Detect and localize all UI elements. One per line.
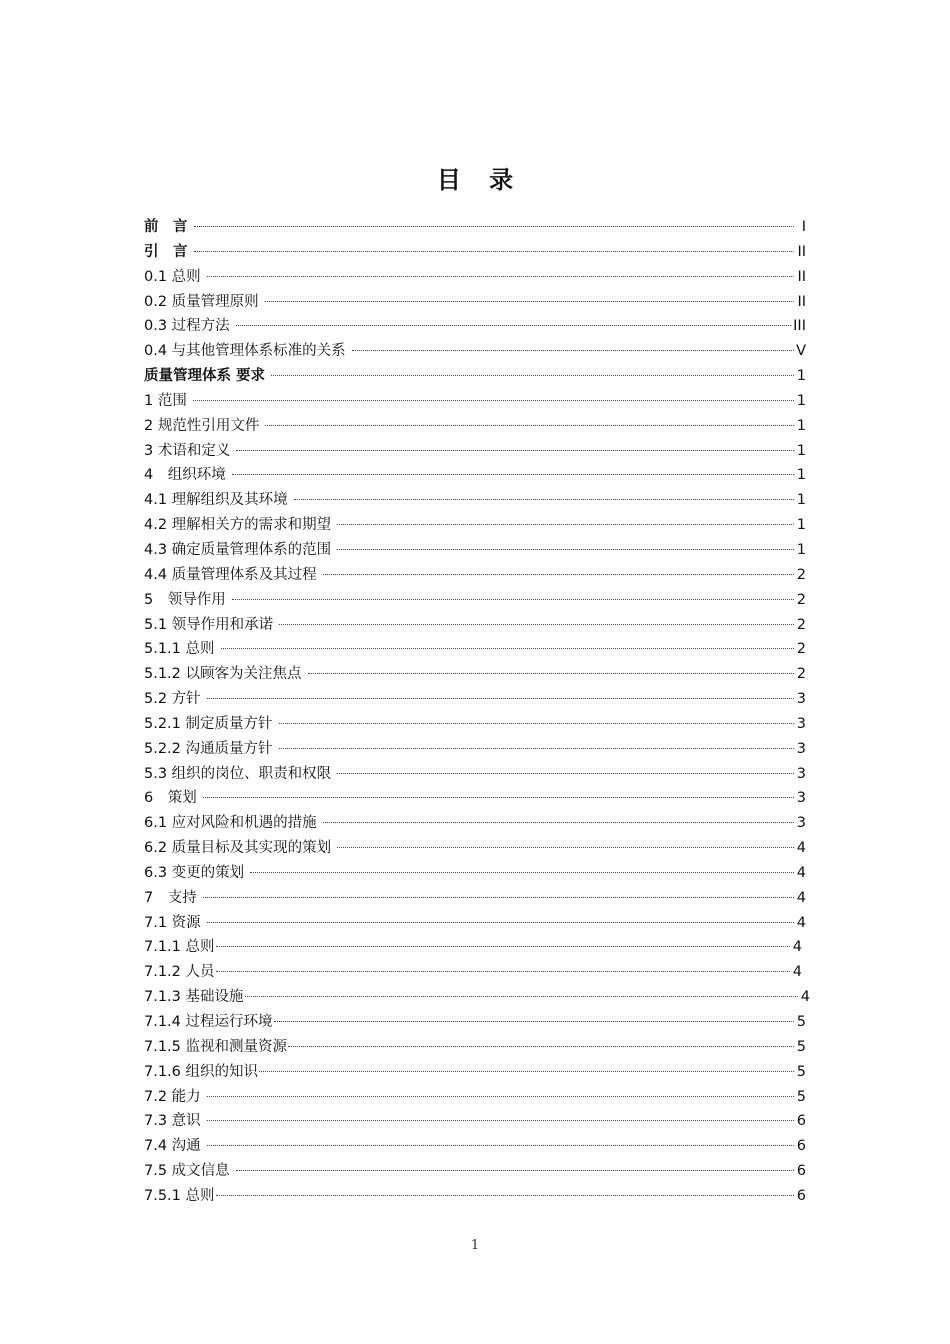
toc-entry[interactable] (144, 662, 806, 687)
table-of-contents (144, 215, 810, 1209)
toc-entry-label: 5 领导作用 (144, 591, 226, 608)
toc-entry-page: III (793, 318, 806, 335)
toc-dot-leader (337, 847, 794, 848)
toc-entry-page: 6 (796, 1138, 806, 1155)
toc-entry-label: 5.1.1 总则 (144, 641, 215, 658)
toc-dot-leader (279, 748, 794, 749)
toc-entry[interactable] (144, 538, 806, 563)
toc-entry-page: 4 (800, 989, 810, 1006)
toc-entry-label: 0.4 与其他管理体系标准的关系 (144, 343, 346, 360)
toc-entry[interactable] (144, 339, 806, 364)
toc-entry[interactable] (144, 1134, 806, 1159)
toc-entry-page: 1 (796, 492, 806, 509)
toc-entry-label: 3 术语和定义 (144, 442, 231, 459)
page-title: 目 录 (436, 166, 524, 194)
toc-entry-page: 1 (796, 442, 806, 459)
page-number: 1 (470, 1238, 480, 1253)
toc-entry-page: 4 (796, 840, 806, 857)
toc-dot-leader (216, 946, 790, 947)
toc-entry[interactable] (144, 463, 806, 488)
toc-dot-leader (203, 797, 794, 798)
toc-entry-label: 5.2.1 制定质量方针 (144, 715, 273, 732)
toc-entry-page: 4 (796, 864, 806, 881)
toc-entry-label: 7.4 沟通 (144, 1138, 201, 1155)
toc-dot-leader (245, 996, 798, 997)
toc-entry[interactable] (144, 712, 806, 737)
toc-dot-leader (250, 872, 794, 873)
toc-dot-leader (265, 301, 794, 302)
toc-entry[interactable] (144, 290, 806, 315)
toc-entry-label: 7.1 资源 (144, 914, 201, 931)
toc-entry[interactable] (144, 613, 806, 638)
toc-entry[interactable] (144, 1085, 806, 1110)
toc-entry-page: 3 (796, 790, 806, 807)
toc-dot-leader (294, 499, 794, 500)
toc-entry[interactable] (144, 414, 806, 439)
toc-entry-page: 3 (796, 765, 806, 782)
toc-entry-label: 7.5.1 总则 (144, 1187, 215, 1204)
toc-entry-label: 4.4 质量管理体系及其过程 (144, 566, 317, 583)
toc-entry-page: 1 (796, 392, 806, 409)
toc-entry-label: 7.1.1 总则 (144, 939, 215, 956)
toc-entry-label: 7.3 意识 (144, 1113, 201, 1130)
toc-dot-leader (265, 425, 794, 426)
toc-dot-leader (288, 1046, 794, 1047)
toc-dot-leader (352, 350, 794, 351)
toc-dot-leader (203, 897, 794, 898)
toc-entry-page: 5 (796, 1038, 806, 1055)
toc-entry-page: 2 (796, 616, 806, 633)
toc-dot-leader (271, 375, 794, 376)
toc-entry-label: 4.3 确定质量管理体系的范围 (144, 541, 332, 558)
toc-entry[interactable] (144, 513, 806, 538)
toc-entry-label: 7.1.4 过程运行环境 (144, 1014, 273, 1030)
toc-entry-page: 4 (796, 889, 806, 906)
toc-entry-label: 6.3 变更的策划 (144, 864, 245, 881)
toc-entry-page: 3 (796, 815, 806, 832)
toc-dot-leader (194, 251, 795, 252)
toc-entry-label: 7 支持 (144, 889, 197, 906)
toc-dot-leader (279, 723, 794, 724)
toc-entry-label: 7.1.3 基础设施 (144, 989, 244, 1006)
toc-entry[interactable] (144, 960, 806, 985)
toc-entry-page: I (801, 219, 806, 235)
toc-entry-page: 4 (792, 939, 802, 956)
toc-dot-leader (337, 773, 794, 774)
toc-entry-page: 4 (792, 964, 802, 981)
toc-entry-label: 0.3 过程方法 (144, 318, 230, 335)
toc-entry-page: II (797, 293, 806, 310)
toc-entry[interactable] (144, 240, 806, 265)
toc-dot-leader (216, 971, 790, 972)
toc-dot-leader (259, 1071, 794, 1072)
toc-dot-leader (236, 1170, 794, 1171)
toc-entry[interactable] (144, 389, 806, 414)
toc-entry-page: 2 (796, 666, 806, 683)
toc-entry-label: 7.1.2 人员 (144, 964, 215, 981)
toc-entry[interactable] (144, 985, 810, 1010)
toc-entry-label: 7.2 能力 (144, 1088, 201, 1105)
toc-entry-label: 6.1 应对风险和机遇的措施 (144, 815, 317, 832)
toc-dot-leader (207, 276, 794, 277)
toc-dot-leader (207, 1145, 794, 1146)
toc-entry-page: 1 (796, 467, 806, 484)
toc-entry-label: 4.1 理解组织及其环境 (144, 492, 288, 509)
toc-entry[interactable] (144, 1060, 806, 1085)
toc-entry[interactable] (144, 911, 806, 936)
toc-entry-label: 1 范围 (144, 392, 187, 409)
toc-dot-leader (193, 400, 794, 401)
toc-entry[interactable] (144, 836, 806, 861)
toc-entry[interactable] (144, 762, 806, 787)
toc-entry[interactable] (144, 265, 806, 290)
toc-dot-leader (232, 599, 794, 600)
toc-entry-label: 5.1 领导作用和承诺 (144, 616, 274, 633)
toc-entry-label: 5.2 方针 (144, 691, 201, 708)
toc-entry-page: 2 (796, 566, 806, 583)
toc-entry[interactable] (144, 1109, 806, 1134)
toc-entry-label: 5.3 组织的岗位、职责和权限 (144, 765, 332, 782)
toc-entry-label: 6.2 质量目标及其实现的策划 (144, 840, 332, 857)
toc-entry[interactable] (144, 861, 806, 886)
toc-dot-leader (194, 226, 795, 227)
toc-entry-label: 7.5 成文信息 (144, 1163, 230, 1180)
toc-entry-label: 质量管理体系 要求 (144, 368, 266, 385)
toc-dot-leader (216, 1195, 794, 1196)
toc-entry[interactable] (144, 215, 806, 240)
toc-entry[interactable] (144, 1010, 806, 1035)
toc-entry-page: 5 (796, 1014, 806, 1030)
toc-entry[interactable] (144, 488, 806, 513)
toc-dot-leader (279, 624, 794, 625)
toc-entry[interactable] (144, 588, 806, 613)
toc-entry[interactable] (144, 563, 806, 588)
toc-entry-page: II (797, 268, 806, 285)
toc-entry-page: 4 (796, 914, 806, 931)
toc-dot-leader (308, 673, 794, 674)
toc-entry-page: V (796, 343, 806, 360)
toc-entry[interactable] (144, 1184, 806, 1209)
toc-entry[interactable] (144, 935, 806, 960)
toc-entry-page: 1 (796, 368, 806, 385)
toc-entry[interactable] (144, 1035, 806, 1060)
toc-entry-label: 7.1.6 组织的知识 (144, 1063, 259, 1080)
toc-entry[interactable] (144, 1159, 806, 1184)
toc-entry-page: 1 (796, 541, 806, 558)
toc-entry-page: 6 (796, 1113, 806, 1130)
toc-dot-leader (323, 822, 794, 823)
toc-dot-leader (323, 574, 794, 575)
toc-dot-leader (236, 450, 794, 451)
toc-dot-leader (337, 549, 794, 550)
toc-entry-page: 5 (796, 1063, 806, 1080)
toc-entry-page: 1 (796, 517, 806, 534)
toc-entry-label: 2 规范性引用文件 (144, 417, 260, 434)
toc-dot-leader (274, 1021, 794, 1022)
toc-entry-page: 6 (796, 1187, 806, 1204)
toc-entry[interactable] (144, 811, 806, 836)
toc-entry-label: 0.1 总则 (144, 268, 201, 285)
toc-entry[interactable] (144, 364, 806, 389)
toc-dot-leader (207, 1096, 794, 1097)
toc-entry-label: 前 言 (144, 219, 188, 235)
toc-entry[interactable] (144, 737, 806, 762)
toc-dot-leader (232, 474, 794, 475)
toc-dot-leader (207, 698, 794, 699)
toc-entry-page: 3 (796, 740, 806, 757)
toc-entry-page: 2 (796, 591, 806, 608)
toc-entry-page: 3 (796, 715, 806, 732)
toc-entry-page: II (797, 243, 806, 260)
toc-entry[interactable] (144, 786, 806, 811)
toc-entry-label: 4 组织环境 (144, 467, 226, 484)
toc-entry-label: 引 言 (144, 243, 188, 260)
toc-entry[interactable] (144, 439, 806, 464)
toc-entry-page: 5 (796, 1088, 806, 1105)
toc-dot-leader (207, 922, 794, 923)
toc-entry[interactable] (144, 886, 806, 911)
toc-entry-page: 2 (796, 641, 806, 658)
toc-entry-label: 4.2 理解相关方的需求和期望 (144, 517, 332, 534)
toc-entry[interactable] (144, 637, 806, 662)
toc-dot-leader (236, 325, 791, 326)
toc-entry-label: 5.2.2 沟通质量方针 (144, 740, 273, 757)
toc-dot-leader (337, 524, 794, 525)
toc-entry-page: 3 (796, 691, 806, 708)
toc-entry-label: 5.1.2 以顾客为关注焦点 (144, 666, 302, 683)
toc-entry-page: 1 (796, 417, 806, 434)
toc-entry[interactable] (144, 687, 806, 712)
toc-entry-label: 7.1.5 监视和测量资源 (144, 1038, 288, 1055)
toc-entry-label: 6 策划 (144, 790, 197, 807)
toc-dot-leader (207, 1120, 794, 1121)
toc-entry[interactable] (144, 314, 806, 339)
toc-entry-page: 6 (796, 1163, 806, 1180)
toc-dot-leader (221, 648, 794, 649)
toc-entry-label: 0.2 质量管理原则 (144, 293, 259, 310)
